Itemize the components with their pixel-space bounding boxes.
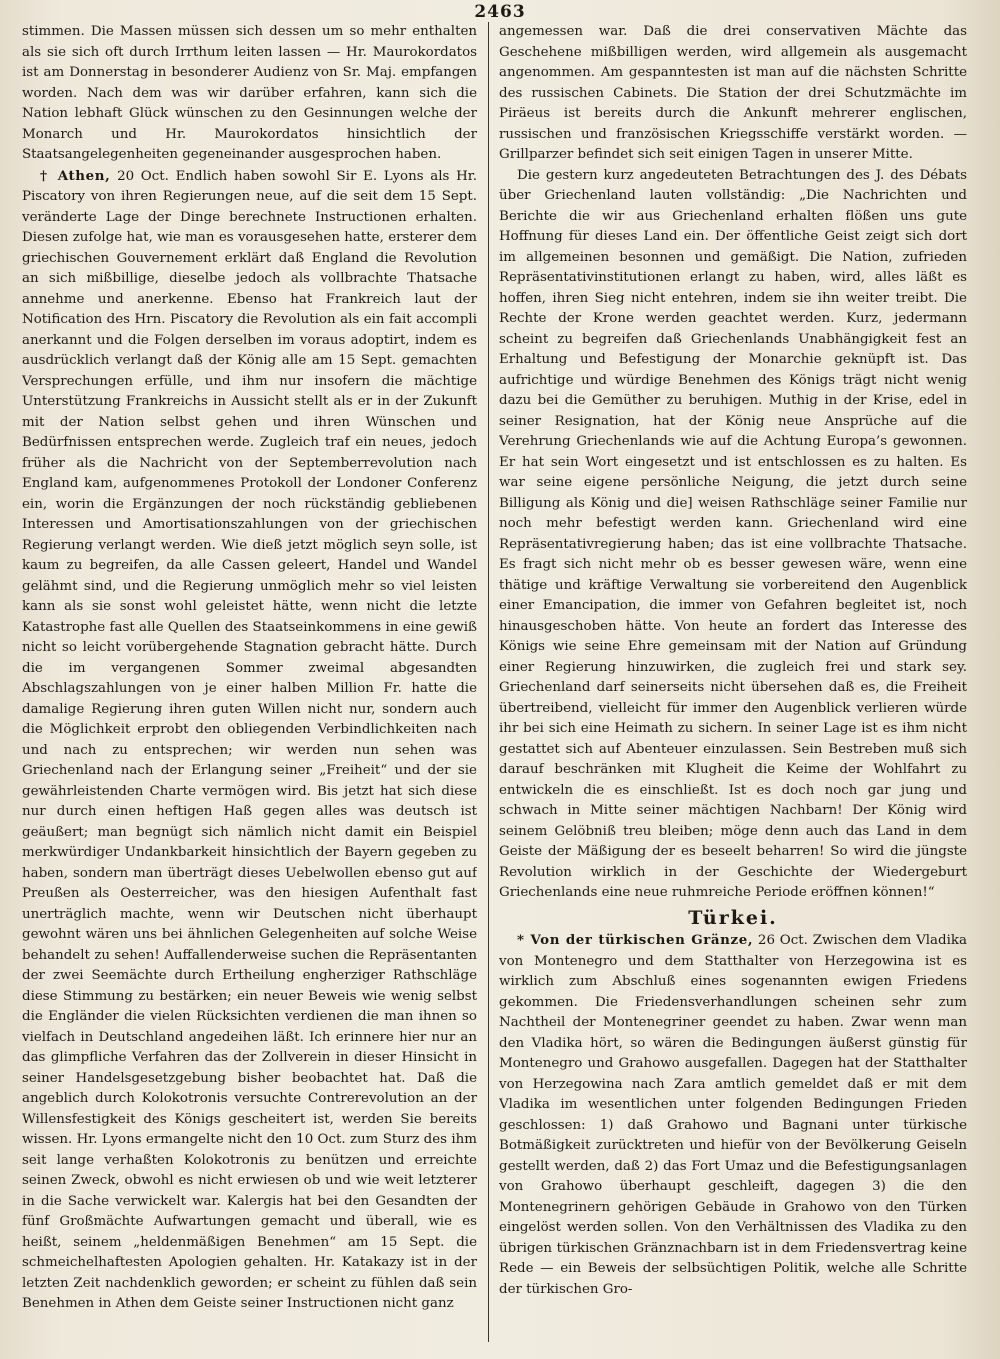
left-column — [22, 22, 477, 1350]
athens-dateline: † Athen, — [40, 167, 111, 184]
column-divider — [488, 22, 489, 1342]
turkey-dateline: * Von der türkischen Gränze, — [517, 932, 754, 948]
turkey-body: Zwischen dem Vladika von Montenegro und dem Statthalter von Herzegowina ist es wirklich zum Abschluß eines sogenannten ewigen Friedens gekommen. Die Friedensverhandlungen scheinen sehr zum Nachtheil der Montenegriner geendet zu haben. Zwar wenn man den Vladika hört, so wären die Bedingungen äußerst günstig für Montenegro und Grahowo ausgefallen. Dagegen hat der Statthalter von Herzegowina nach Zara amtlich gemeldet daß er mit dem Vladika im wesentlichen unter folgenden Bedingungen Frieden geschlossen: 1) daß Grahowo und Bagnani unter türkische Botmäßigkeit zurücktreten und hiefür von der Bevölkerung Geiseln gestellt werden, daß 2) das Fort Umaz und die Befestigungsanlagen von Grahowo überhaupt geschleift, dagegen 3) die den Montenegrinern gehörigen Gebäude in Grahowo von den Türken eingelöst werden sollen. Von den Verhältnissen des Vladika zu den übrigen türkischen Gränznachbarn ist in dem Friedensvertrag keine Rede — ein Beweis der selbsüchtigen Politik, welche alle Schritte der türkischen Gro- — [499, 933, 967, 1297]
turkey-article — [499, 930, 967, 1300]
athens-body: Endlich haben sowohl Sir E. Lyons als Hr. Piscatory von ihren Regierungen neue, auf die seit dem 15 Sept. veränderte Lage der Dinge berechnete Instructionen erhalten. Diesen zufolge hat, wie man es vorausgesehen hatte, ersterer dem griechischen Gouvernement erklärt daß England die Revolution an sich mißbillige, dieselbe jedoch als vollbrachte Thatsache annehme und anerkenne. Ebenso hat Frankreich laut der Notification des Hrn. Piscatory die Revolution als ein fait accompli anerkannt und die Folgen derselben im voraus adoptirt, indem es ausdrücklich verlangt daß der König alle am 15 Sept. gemachten Versprechungen erfülle, und ihm nur insofern die mächtige Unterstützung Frankreichs in Aussicht stellt als er in der Zukunft mit der Nation selbst gehen und ihren Wünschen und Bedürfnissen entsprechen werde. Zugleich traf ein neues, jedoch früher als die Nachricht von der Septemberrevolution nach England kam, aufgenommenes Protokoll der Londoner Conferenz ein, worin die Ergänzungen der noch rückständig gebliebenen Interessen und Amortisationszahlungen von der griechischen Regierung verlangt werden. Wie dieß jetzt möglich seyn solle, ist kaum zu begreifen, da alle Cassen geleert, Handel und Wandel gelähmt sind, und die Regierung unmöglich mehr so viel leisten kann als sie sonst wohl geleistet hätte, wenn nicht die letzte Katastrophe fast alle Quellen des Staatseinkommens in eine gewiß nicht so leicht vorübergehende Stagnation gebracht hätte. Durch die im vergangenen Sommer zweimal abgesandten Abschlagszahlungen von je einer halben Million Fr. hatte die damalige Regierung ihren guten Willen nicht nur, sondern auch die Möglichkeit erprobt den obliegenden Verbindlichkeiten nach und nach zu entsprechen; wir werden nun sehen was Griechenland nach der Erlangung seiner „Freiheit“ und der sie gewährleistenden Charte vermögen wird. Bis jetzt hat sich diese nur durch einen heftigen Haß gegen alles was deutsch ist geäußert; man begnügt sich nämlich nicht damit ein Beispiel merkwürdiger Undankbarkeit hinsichtlich der Bayern gegeben zu haben, sondern man überträgt dieses Uebelwollen ebenso gut auf Preußen als Oesterreicher, was den hiesigen Aufenthalt fast unerträglich machte, wenn wir Deutschen nicht überhaupt gewohnt wären uns bei ähnlichen Gelegenheiten auf solche Weise behandelt zu sehen! Auffallenderweise suchen die Repräsentanten der zwei Seemächte durch Ertheilung engherziger Rathschläge diese Stimmung zu bestärken; ein neuer Beweis wie wenig selbst die Engländer die vielen Rücksichten verdienen die man ihnen so vielfach in Deutschland angedeihen läßt. Ich erinnere hier nur an das glimpfliche Verfahren das der Zollverein in dieser Hinsicht in seiner Handelsgesetzgebung bisher beobachtet hat. Daß die angeblich durch Kolokotronis versuchte Contrerevolution an der Willensfestigkeit des Königs gescheitert ist, werden Sie bereits wissen. Hr. Lyons ermangelte nicht den 10 Oct. zum Sturz des ihm seit lange verhaßten Kolokotronis zu benützen und erreichte seinen Zweck, obwohl es nicht erwiesen ob und wie weit letzterer in die Sache verwickelt war. Kalergis hat bei den Gesandten der fünf Großmächte Aufwartungen gemacht und überall, wie es heißt, seinem „heldenmäßigen Benehmen“ am 15 Sept. die schmeichelhaftesten Apologien gehalten. Hr. Katakazy ist in der letzten Zeit nachdenklich geworden; er scheint zu fühlen daß sein Benehmen in Athen dem Geiste seiner Instructionen nicht ganz — [22, 168, 477, 1311]
turkey-date: 26 Oct. — [757, 933, 808, 948]
left-paragraph-1: stimmen. Die Massen müssen sich dessen um so mehr enthalten als sie sich oft durch Irrthum leiten lassen — Hr. Maurokordatos ist am Donnerstag in besonderer Audienz von Sr. Maj. empfangen worden. Nach dem was wir darüber erfahren, kann sich die Nation lebhaft Glück wünschen zu den Gesinnungen welche der Monarch und Hr. Maurokordatos hinsichtlich der Staatsangelegenheiten gegeneinander ausgesprochen haben. — [22, 24, 477, 162]
right-paragraph-2: Die gestern kurz angedeuteten Betrachtungen des J. des Débats über Griechenland lauten vollständig: „Die Nachrichten und Berichte die wir aus Griechenland erhalten flößen uns gute Hoffnung für dieses Land ein. Der öffentliche Geist zeigt sich dort im allgemeinen besonnen und gemäßigt. Die Nation, zufrieden Repräsentativinstitutionen erlangt zu haben, wird, alles läßt es hoffen, ihren Sieg nicht entehren, indem sie ihn weiter treibt. Die Rechte der Krone werden geachtet werden. Kurz, jedermann scheint zu begreifen daß Griechenlands Unabhängigkeit fest an Erhaltung und Befestigung der Monarchie geknüpft ist. Das aufrichtige und würdige Benehmen des Königs trägt nicht wenig dazu bei die Gemüther zu beruhigen. Muthig in der Krise, edel in seiner Resignation, hat der König neue Ansprüche auf die Verehrung Griechenlands wie auf die Achtung Europa’s gewonnen. Er hat sein Wort eingesetzt und ist entschlossen es zu halten. Es war seine eigene persönliche Neigung, die jetzt durch seine Billigung als König und die] weisen Rathschläge seiner Familie nur noch mehr befestigt werden kann. Griechenland wird eine Repräsentativregierung haben; das ist eine vollbrachte Thatsache. Es fragt sich nicht mehr ob es besser gewesen wäre, wenn eine thätige und kräftige Verwaltung sie vorbereitend den Augenblick einer Emancipation, die immer von Gefahren begleitet ist, noch hinausgeschoben hätte. Von heute an fordert das Interesse des Königs wie seine Ehre gemeinsam mit der Nation auf Gründung einer Regierung hinzuwirken, die zugleich frei und stark sey. Griechenland darf seinerseits nicht übersehen daß es, die Freiheit übertreibend, vielleicht für immer den Augenblick verlieren würde ihr bei sich eine Heimath zu sichern. In seiner Lage ist es ihm nicht gestattet sich auf Abenteuer einzulassen. Sein Bestreben muß sich darauf beschränken mit Klugheit die Keime der Wohlfahrt zu entwickeln die es einschließt. Ist es doch noch gar jung und schwach in Mitte seiner mächtigen Nachbarn! Der König wird seinem Gelöbniß treu bleiben; möge denn auch das Land in dem Geiste der Mäßigung der es beseelt beharren! So wird die jüngste Revolution wirklich in der Geschichte der Wiedergeburt Griechenlands eine neue ruhmreiche Periode eröffnen können!“ — [499, 167, 967, 900]
right-column — [499, 22, 967, 1350]
right-paragraph-1: angemessen war. Daß die drei conservativen Mächte das Geschehene mißbilligen werden, wird allgemein als ausgemacht angenommen. Am gespanntesten ist man auf die nächsten Schritte des russischen Cabinets. Die Station der drei Schutzmächte im Piräeus ist bereits durch die Ankunft mehrerer englischen, russischen und französischen Kriegsschiffe verstärkt worden. — Grillparzer befindet sich seit einigen Tagen in unserer Mitte. — [499, 24, 967, 162]
page-number: 2463 — [474, 2, 526, 22]
section-heading-turkey: Türkei. — [688, 906, 778, 929]
athens-date: 20 Oct. — [117, 168, 169, 184]
athens-article — [22, 166, 477, 1315]
